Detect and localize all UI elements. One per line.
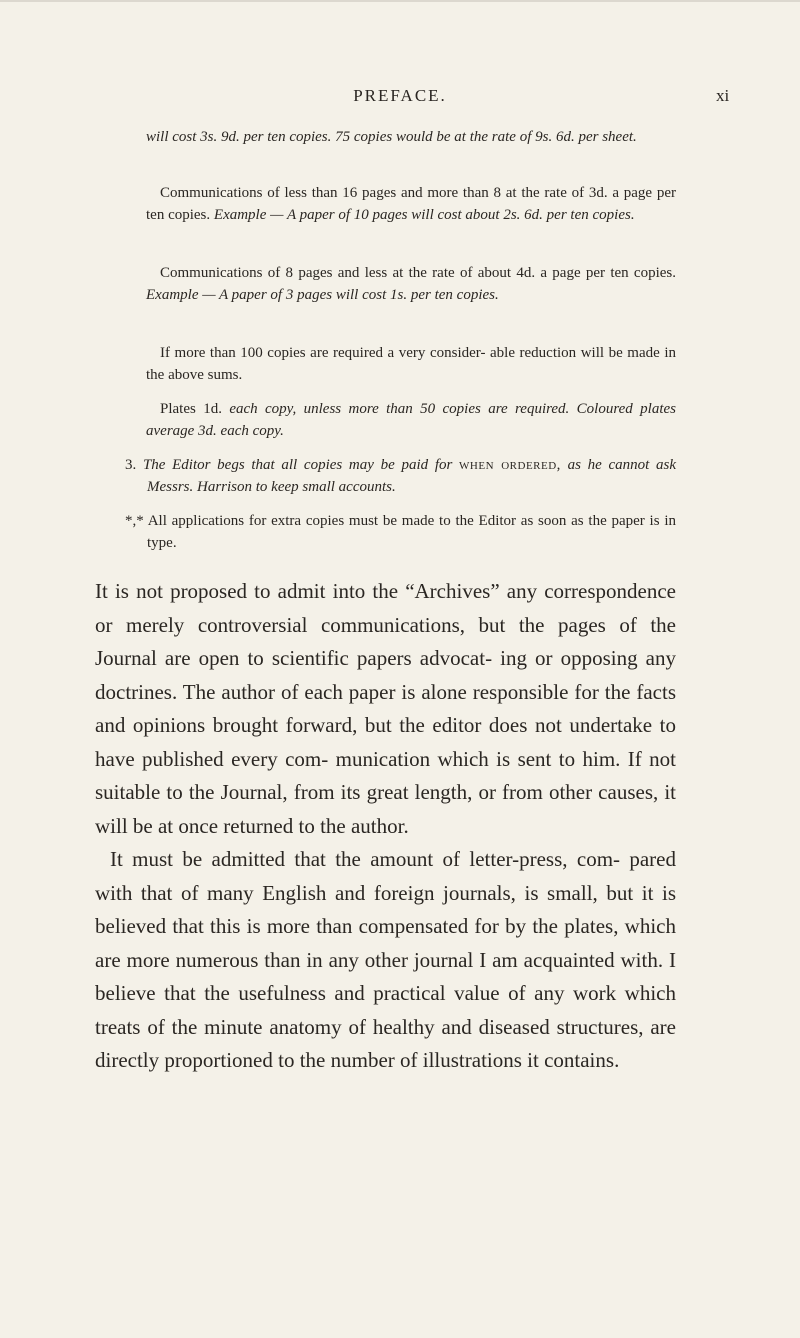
numbered-item-3 [125,454,676,498]
rates-paragraph-4 [146,342,676,386]
body-paragraph-1: It is not proposed to admit into the “Archives” any correspondence or merely controversial communications, but the pages of the Journal are open to scientific papers advocat- ing or opposing any doctrines. The author of each paper is alone responsible for the facts and opinions brought forward, but the editor does not undertake to have published every com- munication which is sent to him. If not suitable to the Journal, from its great length, or from other causes, it will be at once returned to the author. [95,579,676,838]
item-3 [125,454,676,498]
item-3-when-ordered: when ordered, [459,457,561,473]
asterism-mark: *,* [125,513,144,529]
rates-paragraph-1 [146,126,676,148]
running-title: PREFACE. [353,86,447,105]
rates-p5 [146,398,676,442]
note-text: All applications for extra copies must be made to the Editor as soon as the paper is in type. [147,513,676,551]
rates-p5-italic: each copy, unless more than 50 copies are required. Coloured plates average 3d. each copy. [146,401,676,439]
rates-p2-text: Communications of less than 16 pages and more than 8 at the rate of 3d. a page per ten copies. [146,185,676,223]
item-3-number: 3. [125,457,137,473]
rates-paragraph-3 [146,262,676,306]
rates-p3 [146,262,676,306]
page-edge [0,0,800,2]
applications-note [125,510,676,554]
rates-p3-example: Example — A paper of 3 pages will cost 1s. per ten copies. [146,287,499,303]
rates-p4-text: If more than 100 copies are required a very consider- able reduction will be made in the above sums. [146,345,676,383]
main-text [95,575,676,1078]
rates-paragraph-5 [146,398,676,442]
rates-p1-text: will cost 3s. 9d. per ten copies. 75 copies would be at the rate of 9s. 6d. per sheet. [146,129,637,145]
rates-paragraph-2 [146,182,676,226]
rates-p3-text: Communications of 8 pages and less at the rate of about 4d. a page per ten copies. [160,265,676,281]
rates-p2 [146,182,676,226]
rates-p5-text: Plates 1d. [160,401,230,417]
body-paragraph-2: It must be admitted that the amount of letter-press, com- pared with that of many English and foreign journals, is small, but it is believed that this is more than compensated for by the plates, which are more numerous than in any other journal I am acquainted with. I believe that the usefulness and practical value of any work which treats of the minute anatomy of healthy and diseased structures, are directly proportioned to the number of illustrations it contains. [95,847,676,1072]
item-3-text-a: The Editor begs that all copies may be paid for [142,457,460,473]
note [125,510,676,554]
running-head [0,86,800,112]
rates-p2-example: Example — A paper of 10 pages will cost about 2s. 6d. per ten copies. [213,207,635,223]
page-number: xi [716,86,730,105]
item-3-text-b: as he cannot ask Messrs. Harrison to keep small accounts. [147,457,677,495]
